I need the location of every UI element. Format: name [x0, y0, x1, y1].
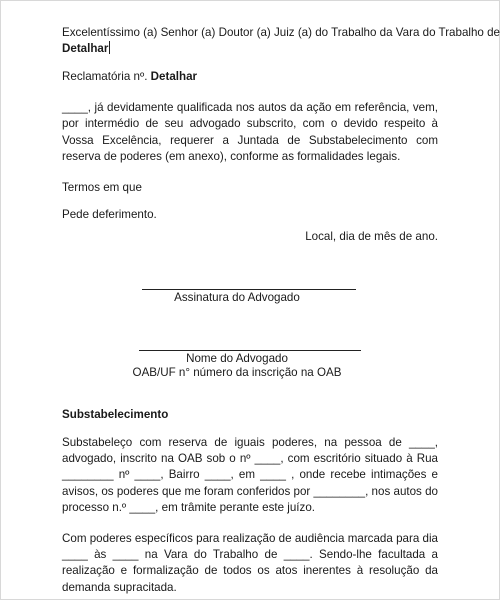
- document-page: [62, 26, 500, 596]
- substabelecimento-paragraph-1: Substabeleço com reserva de iguais poderes, na pessoa de ____, advogado, inscrito na OAB sob o nº ____, com escritório situado à Rua ________ nº ____, Bairro ____, em ____ , onde recebe intimações e avisos, os poderes que me foram conferidos por ________, nos autos do processo n.º ____, em trâmite perante este juízo.: [62, 435, 438, 515]
- claim-value: Detalhar: [150, 70, 198, 83]
- text-cursor: [109, 41, 110, 54]
- addressee-location-text: Detalhar: [62, 42, 109, 55]
- addressee-location[interactable]: [62, 41, 438, 55]
- addressee-line: Excelentíssimo (a) Senhor (a) Doutor (a) Juiz (a) do Trabalho da Vara do Trabalho de: [62, 26, 500, 39]
- claim-label: Reclamatória nº.: [62, 70, 148, 83]
- place-date: Local, dia de mês de ano.: [305, 229, 438, 243]
- oab-number: OAB/UF n° número da inscrição na OAB: [132, 365, 342, 379]
- signature-line-2: [139, 350, 361, 351]
- substabelecimento-paragraph-2: Com poderes específicos para realização de audiência marcada para dia ____ às ____ na Vara do Trabalho de ____. Sendo-lhe facultada a realização e formalização de todos os atos inerentes à resolução da demanda supracitada.: [62, 531, 438, 594]
- claim-line: [62, 70, 438, 83]
- signature-label: Assinatura do Advogado: [174, 290, 300, 304]
- lawyer-name: Nome do Advogado: [186, 351, 288, 365]
- substabelecimento-title: Substabelecimento: [62, 407, 169, 421]
- signature-line-1: [142, 289, 356, 290]
- closing-line-2: Pede deferimento.: [62, 207, 157, 221]
- request-paragraph: ____, já devidamente qualificada nos autos da ação em referência, vem, por intermédio de seu advogado subscrito, com o devido respeito à Vossa Excelência, requerer a Juntada de Substabelecimento com reserva de poderes (em anexo), conforme as formalidades legais.: [62, 101, 438, 164]
- closing-line-1: Termos em que: [62, 180, 142, 194]
